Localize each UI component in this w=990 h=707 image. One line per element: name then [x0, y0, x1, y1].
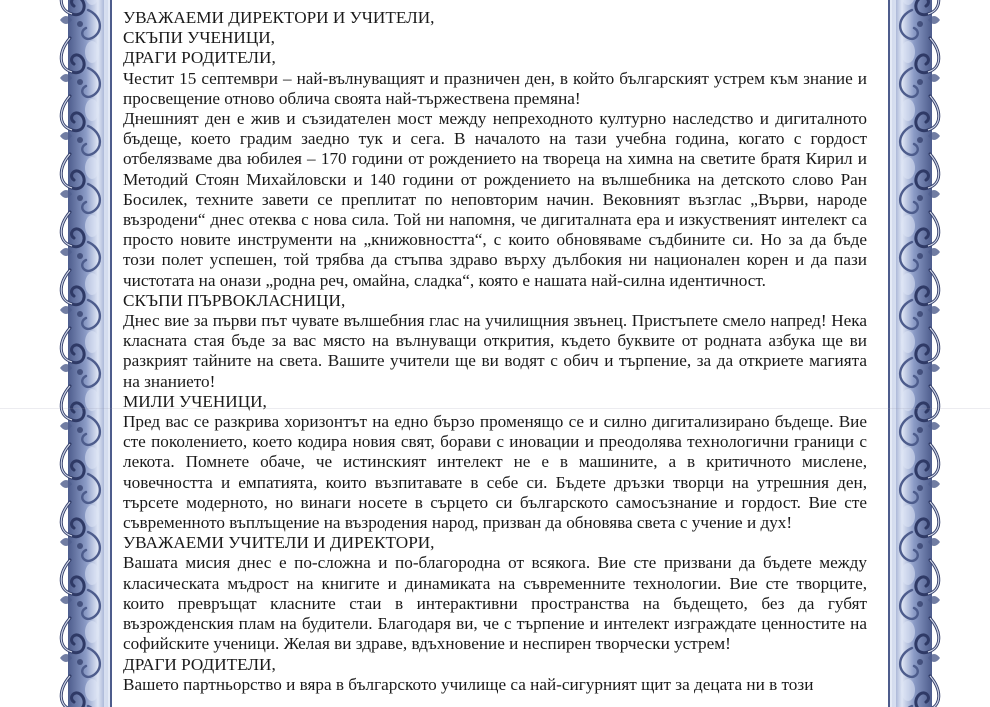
letter-body [123, 8, 867, 695]
body-paragraph: Честит 15 септември – най-вълнуващият и празничен ден, в който българският устрем към знание и просвещение отново облича своята най-тържествена премяна! [123, 68, 867, 108]
salutation-heading: МИЛИ УЧЕНИЦИ, [123, 391, 267, 411]
body-paragraph: Пред вас се разкрива хоризонтът на едно бързо променящо се и силно дигитализирано бъдеще. Вие сте поколението, което кодира новия свят, борави с иновации и преодолява технологични граници с лекота. Помнете обаче, че истинският интелект не е в машините, а в критичното мислене, човечността и емпатията, които възпитавате в себе си. Бъдете дръзки творци на утрешния ден, търсете модерното, но винаги носете в сърцето си българското самосъзнание и гордост. Вие сте съвременното въплъщение на възродения народ, призван да обновява света с учение и дух! [123, 412, 867, 533]
body-paragraph: Вашата мисия днес е по-сложна и по-благородна от всякога. Вие сте призвани да бъдете между класическата мъдрост на книгите и динамиката на съвременните технологии. Вие сте творците, които превръщат класните стаи в интерактивни пространства на бъдещето, без да губят възрожденския плам на будители. Благодаря ви, че с търпение и интелект изграждате ценностите на софийските ученици. Желая ви здраве, вдъхновение и неспирен творчески устрем! [123, 553, 867, 654]
body-paragraph: Днес вие за първи път чувате вълшебния глас на училищния звънец. Пристъпете смело напред! Нека класната стая бъде за вас място на вълнуващи открития, където буквите от родната азбука ще ви разкрият тайните на света. Вашите учители ще ви водят с обич и търпение, за да откриете магията на знанието! [123, 311, 867, 391]
salutation-heading: ДРАГИ РОДИТЕЛИ, [123, 48, 276, 68]
left-ornamental-border [58, 0, 122, 707]
salutation-heading: ДРАГИ РОДИТЕЛИ, [123, 654, 276, 674]
body-paragraph: Вашето партньорство и вяра в българското училище са най-сигурният щит за децата ни в този [123, 674, 814, 694]
salutation-heading: СКЪПИ ПЪРВОКЛАСНИЦИ, [123, 290, 346, 310]
ornament-graphic [58, 0, 122, 707]
right-ornamental-border [878, 0, 942, 707]
body-paragraph: Днешният ден е жив и съзидателен мост между непреходното културно наследство и дигиталното бъдеще, което градим заедно тук и сега. В началото на тази учебна година, когато с гордост отбелязваме два юбилея – 170 години от рождението на твореца на химна на светите братя Кирил и Методий Стоян Михайловски и 140 години от рождението на вълшебника на детското слово Ран Босилек, техните завети се преплитат по неповторим начин. Вековният възглас „Върви, народе възродени“ днес отеква с нова сила. Той ни напомня, че дигиталната ера и изкуственият интелект са просто новите инструменти на „книжовността“, с които обновяваме съдбините си. Но за да бъде този полет успешен, той трябва да стъпва здраво върху дълбокия ни национален корен и да пази чистотата на онази „родна реч, омайна, сладка“, която е нашата най-силна идентичност. [123, 109, 867, 290]
salutation-heading: УВАЖАЕМИ ДИРЕКТОРИ И УЧИТЕЛИ, [123, 8, 435, 27]
ornament-graphic [878, 0, 942, 707]
salutation-heading: СКЪПИ УЧЕНИЦИ, [123, 28, 275, 48]
salutation-heading: УВАЖАЕМИ УЧИТЕЛИ И ДИРЕКТОРИ, [123, 533, 435, 553]
